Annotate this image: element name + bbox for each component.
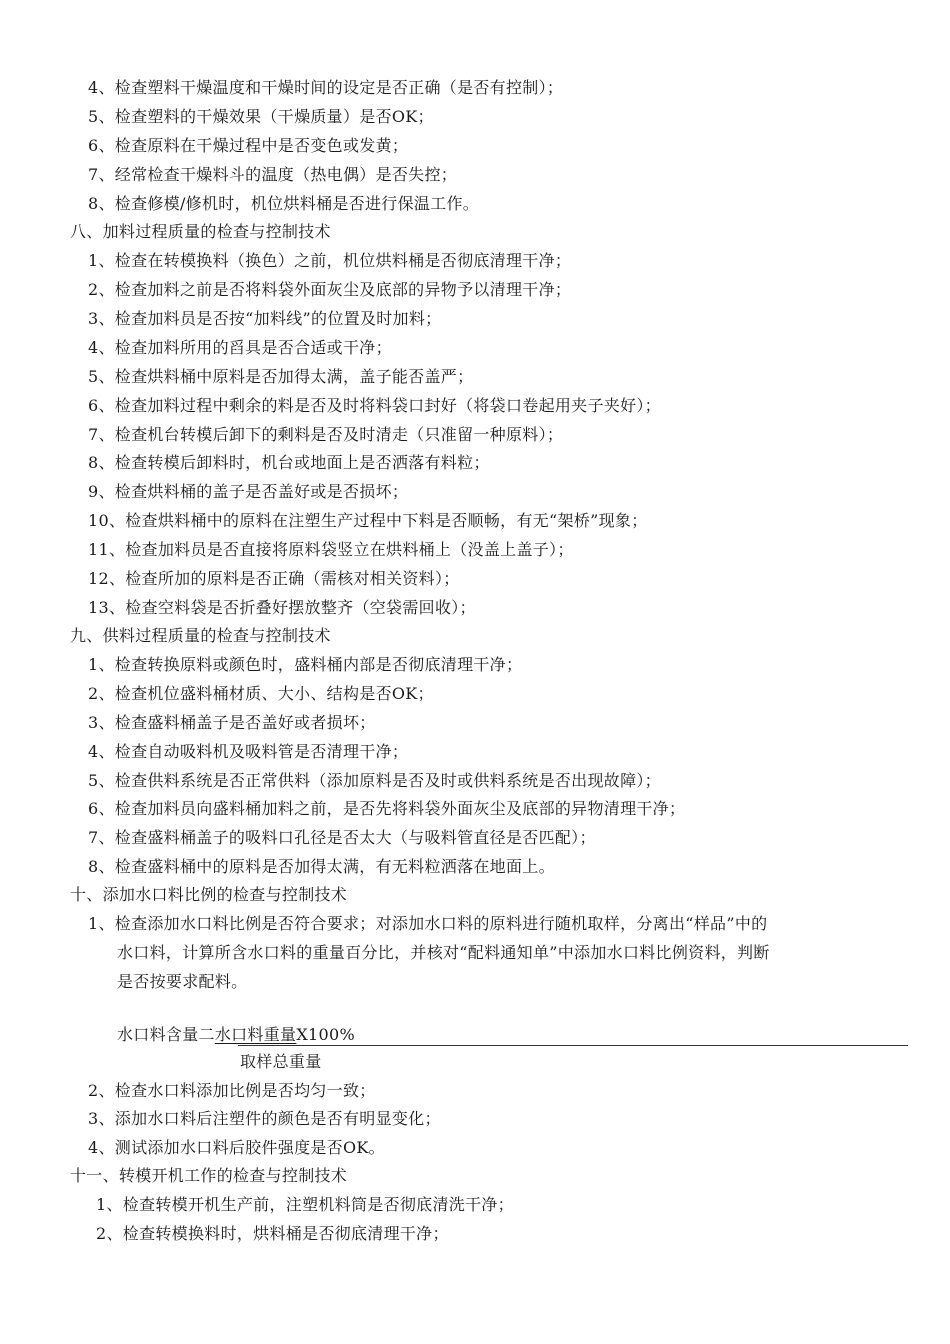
list-item: 4、检查加料所用的舀具是否合适或干净； xyxy=(88,338,392,357)
list-item: 8、检查盛料桶中的原料是否加得太满，有无料粒洒落在地面上。 xyxy=(88,857,555,876)
list-item: 6、检查加料过程中剩余的料是否及时将料袋口封好（将袋口卷起用夹子夹好）； xyxy=(88,396,661,415)
list-item: 2、检查水口料添加比例是否均匀一致； xyxy=(88,1081,376,1100)
formula-suffix: X100% xyxy=(296,1025,355,1044)
list-item: 6、检查原料在干燥过程中是否变色或发黄； xyxy=(88,136,409,155)
list-item: 13、检查空料袋是否折叠好摆放整齐（空袋需回收）； xyxy=(88,598,476,617)
list-item: 7、检查盛料桶盖子的吸料口孔径是否太大（与吸料管直径是否匹配）； xyxy=(88,828,596,847)
list-item: 7、检查机台转模后卸下的剩料是否及时清走（只准留一种原料）； xyxy=(88,425,564,444)
section-heading: 八、加料过程质量的检查与控制技术 xyxy=(70,222,331,241)
list-item: 2、检查加料之前是否将料袋外面灰尘及底部的异物予以清理干净； xyxy=(88,280,572,299)
list-item: 4、检查塑料干燥温度和干燥时间的设定是否正确（是否有控制）； xyxy=(88,78,564,97)
list-item-continuation: 是否按要求配料。 xyxy=(117,972,248,991)
list-item-continuation: 水口料，计算所含水口料的重量百分比，并核对“配料通知单”中添加水口料比例资料，判断 xyxy=(117,943,770,962)
section-heading: 十一、转模开机工作的检查与控制技术 xyxy=(70,1166,348,1185)
fraction-rule xyxy=(238,1045,908,1046)
section-heading: 九、供料过程质量的检查与控制技术 xyxy=(70,626,331,645)
list-item: 7、经常检查干燥料斗的温度（热电偶）是否失控； xyxy=(88,165,458,184)
list-item: 1、检查转模开机生产前，注塑机料筒是否彻底清洗干净； xyxy=(96,1195,514,1214)
list-item: 1、检查在转模换料（换色）之前，机位烘料桶是否彻底清理干净； xyxy=(88,251,572,270)
list-item: 6、检查加料员向盛料桶加料之前，是否先将料袋外面灰尘及底部的异物清理干净； xyxy=(88,799,686,818)
formula-prefix: 水口料含量二 xyxy=(117,1025,215,1044)
list-item: 4、测试添加水口料后胶件强度是否OK。 xyxy=(88,1138,385,1157)
section-heading: 十、添加水口料比例的检查与控制技术 xyxy=(70,885,348,904)
list-item: 4、检查自动吸料机及吸料管是否清理干净； xyxy=(88,742,409,761)
list-item: 3、检查加料员是否按“加料线”的位置及时加料； xyxy=(88,309,442,328)
list-item: 5、检查塑料的干燥效果（干燥质量）是否OK； xyxy=(88,107,434,126)
list-item: 9、检查烘料桶的盖子是否盖好或是否损坏； xyxy=(88,482,409,501)
formula-numerator: 水口料重量 xyxy=(214,1025,297,1044)
formula-denominator: 取样总重量 xyxy=(240,1052,322,1071)
list-item: 8、检查修模/修机时，机位烘料桶是否进行保温工作。 xyxy=(88,194,480,213)
list-item: 3、检查盛料桶盖子是否盖好或者损坏； xyxy=(88,713,376,732)
list-item: 5、检查烘料桶中原料是否加得太满，盖子能否盖严； xyxy=(88,367,474,386)
list-item: 11、检查加料员是否直接将原料袋竖立在烘料桶上（没盖上盖子）； xyxy=(88,540,574,559)
list-item: 3、添加水口料后注塑件的颜色是否有明显变化； xyxy=(88,1109,441,1128)
list-item: 12、检查所加的原料是否正确（需核对相关资料）； xyxy=(88,569,460,588)
list-item: 1、检查转换原料或颜色时，盛料桶内部是否彻底清理干净； xyxy=(88,655,523,674)
formula xyxy=(117,1025,355,1045)
list-item: 5、检查供料系统是否正常供料（添加原料是否及时或供料系统是否出现故障）； xyxy=(88,771,661,790)
list-item: 2、检查转模换料时，烘料桶是否彻底清理干净； xyxy=(96,1224,449,1243)
list-item: 1、检查添加水口料比例是否符合要求；对添加水口料的原料进行随机取样，分离出“样品”中的 xyxy=(88,914,768,933)
list-item: 2、检查机位盛料桶材质、大小、结构是否OK； xyxy=(88,684,434,703)
list-item: 10、检查烘料桶中的原料在注塑生产过程中下料是否顺畅，有无“架桥”现象； xyxy=(88,511,648,530)
list-item: 8、检查转模后卸料时，机台或地面上是否洒落有料粒； xyxy=(88,453,490,472)
